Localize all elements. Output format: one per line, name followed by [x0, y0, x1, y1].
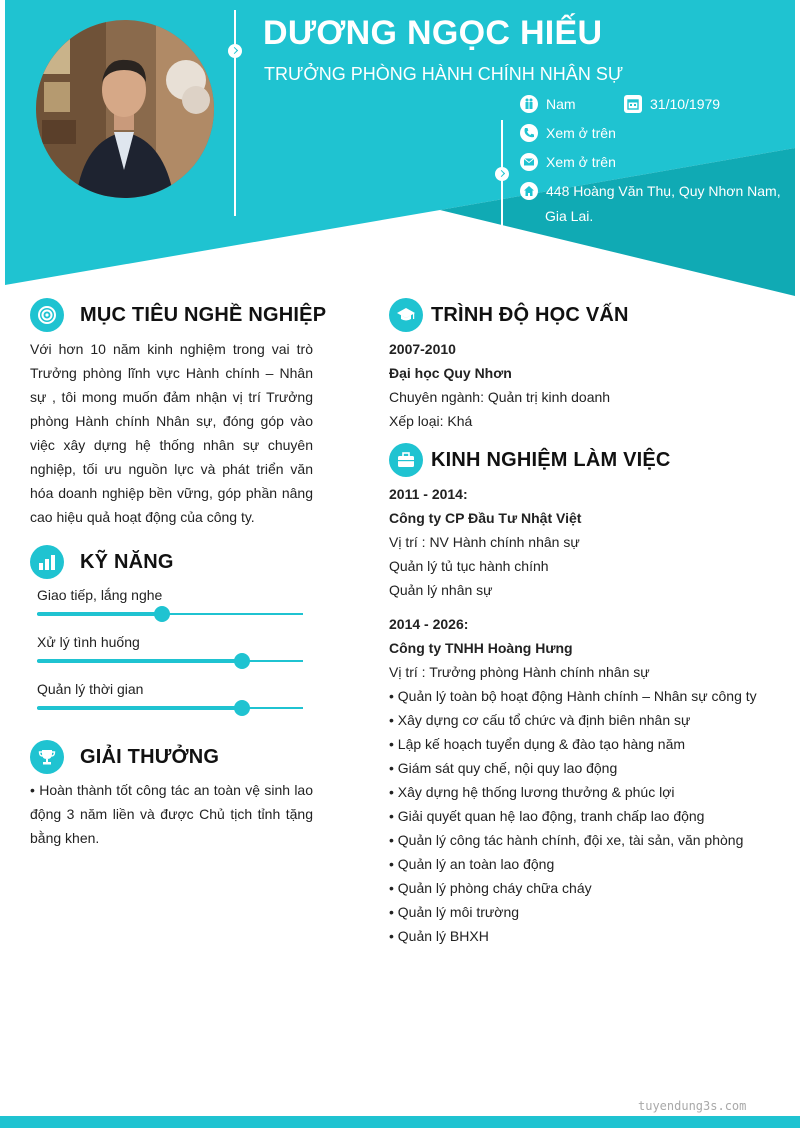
- skill-bar-1: [37, 660, 303, 662]
- education-major: Chuyên ngành: Quản trị kinh doanh: [389, 389, 611, 405]
- job-duty: • Quản lý môi trường: [389, 904, 520, 920]
- job-duty: • Xây dựng hệ thống lương thưởng & phúc lợi: [389, 784, 675, 800]
- job-duty: Quản lý tủ tục hành chính: [389, 558, 549, 574]
- skill-fill-1: [37, 659, 242, 663]
- job-duty: • Quản lý phòng cháy chữa cháy: [389, 880, 592, 896]
- skill-knob-0: [154, 606, 170, 622]
- job-duty: • Giám sát quy chế, nội quy lao động: [389, 760, 618, 776]
- skill-fill-0: [37, 612, 162, 616]
- candidate-title: TRƯỞNG PHÒNG HÀNH CHÍNH NHÂN SỰ: [264, 64, 624, 84]
- gender-info: [520, 93, 576, 115]
- avatar: [36, 20, 214, 198]
- skill-knob-2: [234, 700, 250, 716]
- phone-icon: [520, 124, 538, 142]
- objective-title: MỤC TIÊU NGHỀ NGHIỆP: [80, 303, 327, 326]
- candidate-name: DƯƠNG NGỌC HIẾU: [263, 14, 603, 52]
- calendar-icon: [624, 95, 642, 113]
- skill-bar-0: [37, 613, 303, 615]
- footer-bar: [0, 1116, 800, 1128]
- watermark: tuyendung3s.com: [638, 1099, 747, 1113]
- gender-icon: [520, 95, 538, 113]
- job-position-1: Vị trí : Trưởng phòng Hành chính nhân sự: [389, 664, 650, 680]
- phone-info: [520, 122, 616, 144]
- skill-label-2: Quản lý thời gian: [37, 681, 144, 697]
- envelope-icon: [520, 153, 538, 171]
- education-body: [389, 337, 610, 433]
- address-line-2: Gia Lai.: [545, 208, 594, 224]
- job-period-0: 2011 - 2014:: [389, 486, 468, 502]
- home-icon: [520, 182, 538, 200]
- skill-label-1: Xử lý tình huống: [37, 634, 140, 650]
- skill-fill-2: [37, 706, 242, 710]
- experience-body: [389, 482, 757, 948]
- header-divider: [234, 10, 236, 216]
- job-duty: Quản lý nhân sự: [389, 582, 493, 598]
- education-school: Đại học Quy Nhơn: [389, 365, 512, 381]
- job-company-1: Công ty TNHH Hoàng Hưng: [389, 640, 573, 656]
- job-duty: • Quản lý công tác hành chính, đội xe, tài sản, văn phòng: [389, 832, 744, 848]
- trophy-icon: [30, 740, 64, 774]
- experience-heading: [389, 443, 671, 477]
- address-line-2-wrap: [545, 205, 593, 227]
- graduation-cap-icon: [389, 298, 423, 332]
- education-grade: Xếp loại: Khá: [389, 413, 473, 429]
- objective-text: Với hơn 10 năm kinh nghiệm trong vai trò Trưởng phòng lĩnh vực Hành chính – Nhân sự , tôi mong muốn đảm nhận vị trí Trưởng phòng Hành chính Nhân sự, đóng góp vào việc xây dựng hệ thống nhân sự chuyên nghiệp, tối ưu nguồn lực và phát triển văn hóa doanh nghiệp bền vững, góp phần nâng cao hiệu quả hoạt động của công ty.: [30, 341, 313, 525]
- divider-chevron-icon: [228, 44, 242, 58]
- job-duty: • Xây dựng cơ cấu tổ chức và định biên nhân sự: [389, 712, 691, 728]
- job-period-1: 2014 - 2026:: [389, 616, 469, 632]
- birthdate-value: 31/10/1979: [650, 96, 721, 112]
- education-heading: [389, 298, 629, 332]
- job-duty: • Quản lý toàn bộ hoạt động Hành chính – Nhân sự công ty: [389, 688, 757, 704]
- briefcase-icon: [389, 443, 423, 477]
- address-info: [520, 180, 781, 202]
- education-period: 2007-2010: [389, 341, 456, 357]
- skill-label-0: Giao tiếp, lắng nghe: [37, 587, 163, 603]
- target-icon: [30, 298, 64, 332]
- address-line-1: 448 Hoàng Văn Thụ, Quy Nhơn Nam,: [546, 183, 781, 199]
- job-position-0: Vị trí : NV Hành chính nhân sự: [389, 534, 580, 550]
- skills-heading: [30, 545, 174, 579]
- phone-value: Xem ở trên: [546, 125, 616, 141]
- awards-text: • Hoàn thành tốt công tác an toàn vệ sinh lao động 3 năm liền và được Chủ tịch tỉnh tặng bằng khen.: [30, 782, 313, 846]
- email-info: [520, 151, 616, 173]
- job-company-0: Công ty CP Đầu Tư Nhật Việt: [389, 510, 582, 526]
- experience-title: KINH NGHIỆM LÀM VIỆC: [431, 448, 671, 471]
- email-value: Xem ở trên: [546, 154, 616, 170]
- bar-chart-icon: [30, 545, 64, 579]
- skills-title: KỸ NĂNG: [80, 550, 174, 573]
- skill-knob-1: [234, 653, 250, 669]
- job-duty: • Giải quyết quan hệ lao động, tranh chấp lao động: [389, 808, 705, 824]
- objective-heading: [30, 298, 326, 332]
- awards-heading: [30, 740, 219, 774]
- birthdate-info: [624, 93, 720, 115]
- gender-value: Nam: [546, 96, 576, 112]
- job-duty: • Lập kế hoạch tuyển dụng & đào tạo hàng năm: [389, 736, 686, 752]
- job-duty: • Quản lý BHXH: [389, 928, 489, 944]
- education-title: TRÌNH ĐỘ HỌC VẤN: [431, 303, 629, 326]
- contact-chevron-icon: [495, 167, 509, 181]
- job-duty: • Quản lý an toàn lao động: [389, 856, 555, 872]
- skill-bar-2: [37, 707, 303, 709]
- awards-title: GIẢI THƯỞNG: [80, 745, 220, 768]
